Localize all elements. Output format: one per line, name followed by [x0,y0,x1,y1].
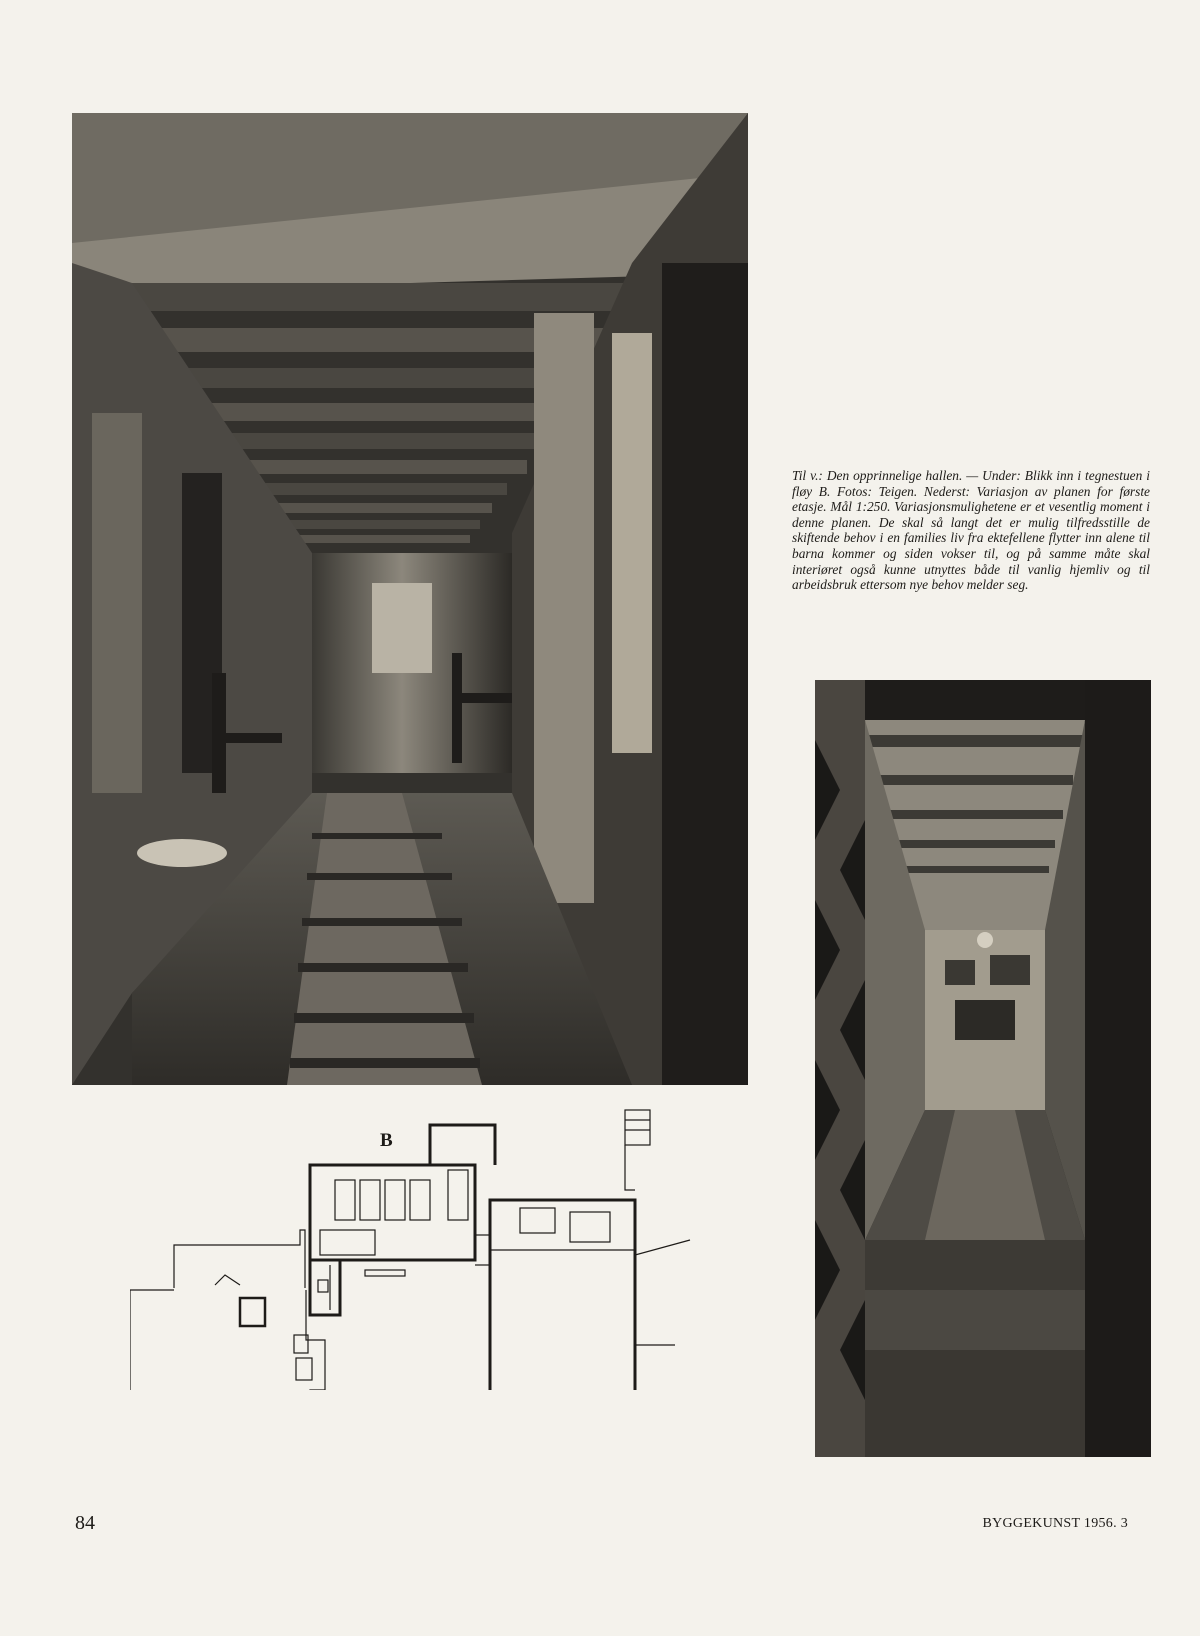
office-photo-illustration [815,680,1151,1457]
photo-drawing-office [815,680,1151,1457]
page-number: 84 [75,1512,95,1534]
publication-footer: BYGGEKUNST 1956. 3 [982,1516,1128,1531]
photo-caption: Til v.: Den opprinnelige hallen. — Under: Blikk inn i tegnestuen i fløy B. Fotos: Teigen. Nederst: Variasjon av planen for første etasje. Mål 1:250. Variasjonsmulighetene er et vesentlig moment i denne planen. De skal så langt det er mulig tilfredsstille de skiftende behov i en families liv fra ektefellene flytter inn alene til barna kommer og siden vokser til, og på samme måte skal interiøret også kunne utnyttes både til vanlig hjemliv og til arbeidsbruk ettersom nye behov melder seg. [792,468,1150,593]
plan-wing-label: B [380,1130,393,1151]
hall-photo-illustration [72,113,748,1085]
floor-plan-svg [130,1100,730,1390]
photo-original-hall [72,113,748,1085]
floor-plan-drawing [130,1100,730,1390]
